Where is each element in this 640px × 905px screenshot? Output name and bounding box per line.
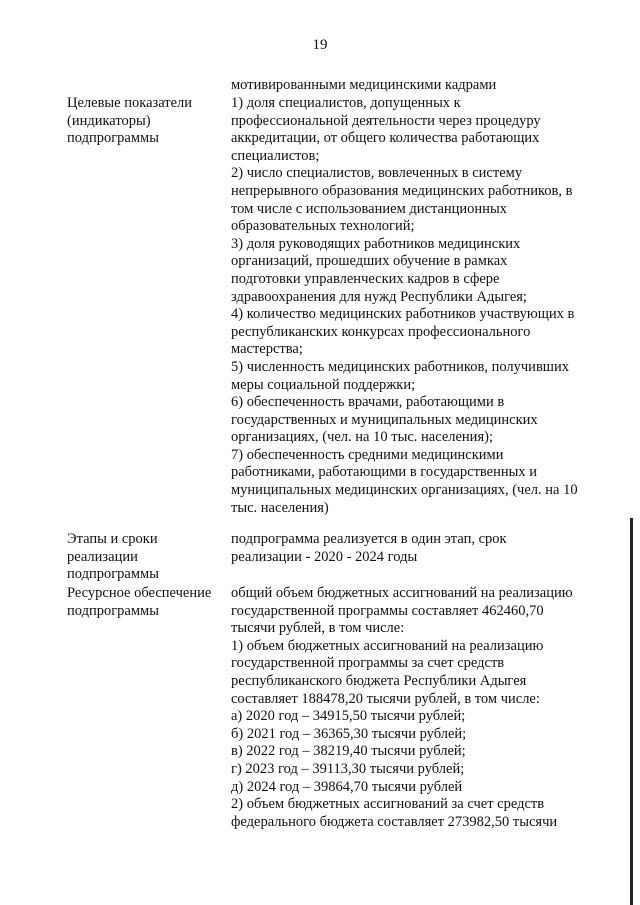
row-content <box>231 95 601 517</box>
content-line: подпрограмма реализуется в один этап, срок <box>231 531 507 547</box>
label-line: реализации <box>67 548 138 565</box>
content-line: 4) количество медицинских работников участвующих в <box>231 306 575 323</box>
row-label <box>67 95 227 148</box>
row-content <box>231 77 601 95</box>
content-line: г) 2023 год – 39113,30 тысячи рублей; <box>231 760 465 777</box>
content-line: составляет 188478,20 тысячи рублей, в том числе: <box>231 690 540 707</box>
content-line: том числе с использованием дистанционных <box>231 200 507 217</box>
label-line: Ресурсное обеспечение <box>67 585 212 601</box>
row-content <box>231 585 601 831</box>
content-line: 1) объем бюджетных ассигнований на реализацию <box>231 637 544 654</box>
content-line: муниципальных медицинских организациях, (чел. на 10 <box>231 482 578 499</box>
content-line: организациях, (чел. на 10 тыс. населения); <box>231 429 493 446</box>
content-line: а) 2020 год – 34915,50 тысячи рублей; <box>231 708 466 725</box>
content-line: непрерывного образования медицинских работников, в <box>231 182 573 199</box>
label-line: (индикаторы) <box>67 112 151 129</box>
content-line: 7) обеспеченность средними медицинскими <box>231 446 504 463</box>
content-line: 1) доля специалистов, допущенных к <box>231 95 461 111</box>
content-line: мотивированными медицинскими кадрами <box>231 77 497 93</box>
page-number: 19 <box>312 37 328 53</box>
content-line: профессиональной деятельности через процедуру <box>231 112 541 129</box>
label-line: Целевые показатели <box>67 95 193 111</box>
label-line: Этапы и сроки <box>67 531 158 547</box>
content-line: общий объем бюджетных ассигнований на реализацию <box>231 585 573 601</box>
content-line: д) 2024 год – 39864,70 тысячи рублей <box>231 778 463 795</box>
row-content <box>231 531 601 566</box>
scan-edge-bar <box>630 518 633 905</box>
content-line: тыс. населения) <box>231 499 329 516</box>
content-line: республиканского бюджета Республики Адыгея <box>231 672 527 689</box>
content-line: федерального бюджета составляет 273982,50 тысячи <box>231 813 558 830</box>
content-line: подготовки управленческих кадров в сфере <box>231 270 500 287</box>
content-line: республиканских конкурсах профессионального <box>231 323 531 340</box>
content-line: работниками, работающими в государственных и <box>231 464 537 481</box>
content-line: 2) число специалистов, вовлеченных в систему <box>231 165 523 182</box>
content-line: государственной программы составляет 462460,70 <box>231 602 544 619</box>
content-line: государственной программы за счет средств <box>231 655 505 672</box>
content-line: организаций, прошедших обучение в рамках <box>231 253 508 270</box>
content-line: б) 2021 год – 36365,30 тысячи рублей; <box>231 725 467 742</box>
content-line: государственных и муниципальных медицинских <box>231 411 538 428</box>
content-line: тысячи рублей, в том числе: <box>231 620 405 637</box>
content-line: в) 2022 год – 38219,40 тысячи рублей; <box>231 743 466 760</box>
label-line: подпрограммы <box>67 130 159 147</box>
row-label <box>67 585 227 620</box>
label-line: подпрограммы <box>67 602 159 619</box>
content-line: аккредитации, от общего количества работающих <box>231 130 540 147</box>
content-line: специалистов; <box>231 147 320 164</box>
content-line: 2) объем бюджетных ассигнований за счет средств <box>231 796 545 813</box>
content-line: 6) обеспеченность врачами, работающими в <box>231 394 505 411</box>
content-line: 3) доля руководящих работников медицинских <box>231 235 521 252</box>
row-label <box>67 531 227 584</box>
content-line: образовательных технологий; <box>231 218 415 235</box>
content-line: здравоохранения для нужд Республики Адыгея; <box>231 288 527 305</box>
content-line: меры социальной поддержки; <box>231 376 416 393</box>
content-line: 5) численность медицинских работников, получивших <box>231 358 569 375</box>
label-line: подпрограммы <box>67 566 159 583</box>
content-line: мастерства; <box>231 341 303 358</box>
content-line: реализации - 2020 - 2024 годы <box>231 548 418 565</box>
